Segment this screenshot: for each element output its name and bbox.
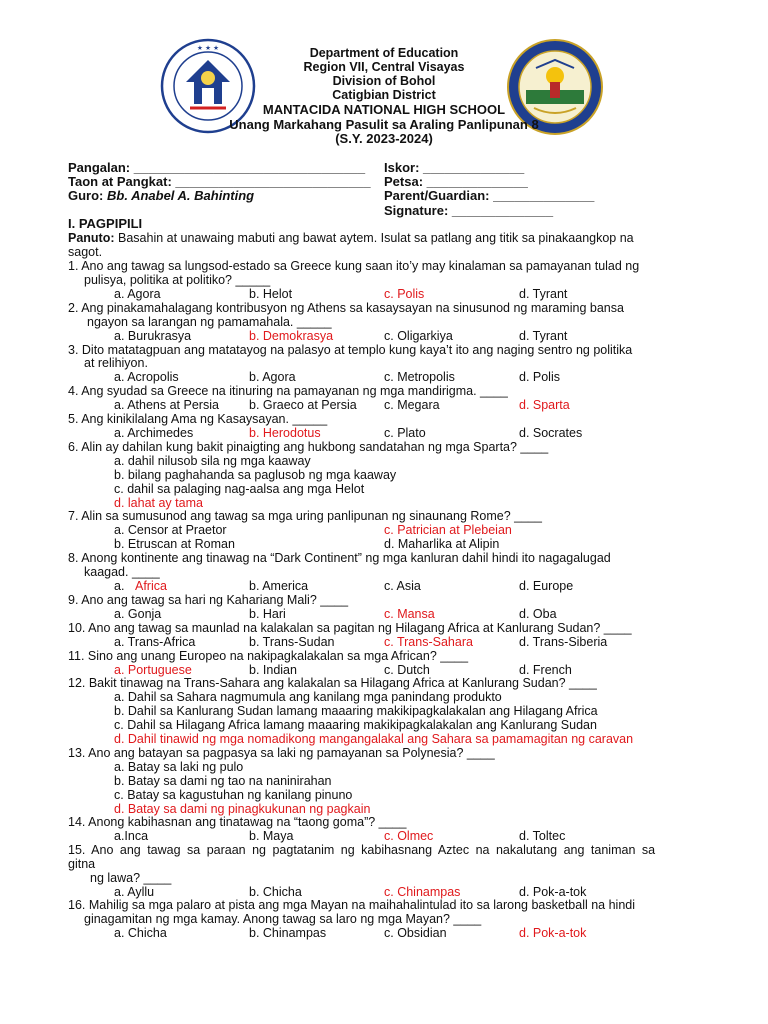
header-division: Division of Bohol	[332, 74, 436, 88]
question-16-cont: ginagamitan ng mga kamay. Anong tawag sa laro ng mga Mayan? ____	[84, 912, 482, 926]
q16-option-a: a. Chicha	[114, 926, 167, 940]
q2-option-a: a. Burukrasya	[114, 329, 192, 343]
q3-option-b: b. Agora	[249, 370, 296, 384]
panuto-text: Basahin at unawaing mabuti ang bawat aytem. Isulat sa patlang ang titik sa pinakaangkop na	[114, 231, 634, 245]
q9-option-c: c. Mansa	[384, 607, 435, 621]
q2-option-b: b. Demokrasya	[249, 329, 334, 343]
q1-option-d: d. Tyrant	[519, 287, 568, 301]
guro-field	[68, 188, 254, 203]
question-16: 16. Mahilig sa mga palaro at pista ang mga Mayan na maihahalintulad ito sa larong basketball na hindi	[68, 898, 636, 912]
q11-option-c: c. Dutch	[384, 663, 430, 677]
q12-option-a: a. Dahil sa Sahara nagmumula ang kanilang mga panindang produkto	[114, 690, 502, 704]
pangalan-field: Pangalan: ________________________________	[68, 160, 366, 175]
q4-option-a: a. Athens at Persia	[114, 398, 219, 412]
q16-option-c: c. Obsidian	[384, 926, 447, 940]
question-14: 14. Anong kabihasnan ang tinatawag na “taong goma”? ____	[68, 815, 407, 829]
question-7: 7. Alin sa sumusunod ang tawag sa mga uring panlipunan ng sinaunang Rome? ____	[68, 509, 542, 523]
question-13: 13. Ano ang batayan sa pagpasya sa laki ng pamayanan sa Polynesia? ____	[68, 746, 495, 760]
question-15: 15. Ano ang tawag sa paraan ng pagtatanim ng kabihasnang Aztec na nakalutang ang taniman sa	[68, 843, 656, 857]
q11-option-d: d. French	[519, 663, 572, 677]
question-1-cont: pulisya, politika at politiko? _____	[84, 273, 271, 287]
question-2-cont: ngayon sa larangan ng pamamahala. _____	[87, 315, 332, 329]
q16-option-b: b. Chinampas	[249, 926, 327, 940]
question-8-cont: kaagad. ____	[84, 565, 160, 579]
q8-option-d: d. Europe	[519, 579, 574, 593]
question-10: 10. Ano ang tawag sa maunlad na kalakalan sa pagitan ng Hilagang Africa at Kanlurang Sudan? ____	[68, 621, 632, 635]
q16-option-d: d. Pok-a-tok	[519, 926, 587, 940]
q14-option-a: a.Inca	[114, 829, 149, 843]
q9-option-d: d. Oba	[519, 607, 557, 621]
q8-option-a: Africa	[135, 579, 167, 593]
question-3-cont: at relihiyon.	[84, 356, 148, 370]
q7-option-d: d. Maharlika at Alipin	[384, 537, 500, 551]
q11-option-b: b. Indian	[249, 663, 297, 677]
exam-title: Unang Markahang Pasulit sa Araling Panlipunan 8	[229, 117, 539, 132]
header-district: Catigbian District	[332, 88, 436, 102]
q12-option-b: b. Dahil sa Kanlurang Sudan lamang maaaring makikipagkalakalan ang Hilagang Africa	[114, 704, 598, 718]
question-11: 11. Sino ang unang Europeo na nakipagkalakalan sa mga African? ____	[68, 649, 469, 663]
q2-option-d: d. Tyrant	[519, 329, 568, 343]
q7-option-c: c. Patrician at Plebeian	[384, 523, 512, 537]
petsa-field: Petsa: ______________	[384, 174, 528, 189]
q6-option-d: d. lahat ay tama	[114, 496, 203, 510]
taon-pangkat-field: Taon at Pangkat: ___________________________	[68, 174, 371, 189]
q6-option-c: c. dahil sa palaging nag-aalsa ang mga Helot	[114, 482, 365, 496]
q10-option-d: d. Trans-Siberia	[519, 635, 608, 649]
q8-option-c: c. Asia	[384, 579, 421, 593]
q4-option-b: b. Graeco at Persia	[249, 398, 357, 412]
question-4: 4. Ang syudad sa Greece na itinuring na pamayanan ng mga mandirigma. ____	[68, 384, 508, 398]
q6-option-b: b. bilang paghahanda sa paglusob ng mga kaaway	[114, 468, 397, 482]
panuto-label: Panuto:	[68, 231, 115, 245]
question-3: 3. Dito matatagpuan ang matatayog na palasyo at templo kung kaya’t ito ang naging sentro ng politika	[68, 343, 633, 357]
q13-option-b: b. Batay sa dami ng tao na naninirahan	[114, 774, 332, 788]
q8-option-a-letter: a.	[114, 579, 125, 593]
q2-option-c: c. Oligarkiya	[384, 329, 453, 343]
question-15-cont-2: ng lawa? ____	[90, 871, 172, 885]
q7-option-a: a. Censor at Praetor	[114, 523, 227, 537]
q3-option-d: d. Polis	[519, 370, 560, 384]
parent-field: Parent/Guardian: ______________	[384, 188, 595, 203]
question-12: 12. Bakit tinawag na Trans-Sahara ang kalakalan sa Hilagang Africa at Kanlurang Sudan? ____	[68, 676, 597, 690]
header-school: MANTACIDA NATIONAL HIGH SCHOOL	[262, 102, 506, 117]
guro-label: Guro:	[68, 188, 107, 203]
q13-option-a: a. Batay sa laki ng pulo	[114, 760, 244, 774]
q6-option-a: a. dahil nilusob sila ng mga kaaway	[114, 454, 311, 468]
q12-option-d: d. Dahil tinawid ng mga nomadikong mangangalakal ang Sahara sa pamamagitan ng caravan	[114, 732, 634, 746]
svg-text:★ ★ ★: ★ ★ ★	[196, 44, 220, 52]
q14-option-c: c. Olmec	[384, 829, 434, 843]
section-title: I. PAGPIPILI	[68, 216, 143, 231]
q13-option-c: c. Batay sa kagustuhan ng kanilang pinuno	[114, 788, 353, 802]
q4-option-d: d. Sparta	[519, 398, 570, 412]
header-department: Department of Education	[309, 46, 459, 60]
question-1: 1. Ano ang tawag sa lungsod-estado sa Greece kung saan ito’y may kinalaman sa pamayanan tulad ng	[68, 259, 640, 273]
q8-option-b: b. America	[249, 579, 309, 593]
signature-field: Signature: ______________	[384, 203, 554, 218]
panuto-line	[68, 231, 634, 245]
question-9: 9. Ano ang tawag sa hari ng Kahariang Mali? ____	[68, 593, 349, 607]
q13-option-d: d. Batay sa dami ng pinagkukunan ng pagkain	[114, 802, 371, 816]
question-6: 6. Alin ay dahilan kung bakit pinaigting ang hukbong sandatahan ng mga Sparta? ____	[68, 440, 549, 454]
q15-option-c: c. Chinampas	[384, 885, 461, 899]
q1-option-c: c. Polis	[384, 287, 425, 301]
q9-option-a: a. Gonja	[114, 607, 162, 621]
q3-option-a: a. Acropolis	[114, 370, 179, 384]
q7-option-b: b. Etruscan at Roman	[114, 537, 235, 551]
iskor-field: Iskor: ______________	[384, 160, 525, 175]
q4-option-c: c. Megara	[384, 398, 440, 412]
q1-option-a: a. Agora	[114, 287, 161, 301]
q14-option-b: b. Maya	[249, 829, 294, 843]
q10-option-a: a. Trans-Africa	[114, 635, 196, 649]
question-5: 5. Ang kinikilalang Ama ng Kasaysayan. _____	[68, 412, 328, 426]
guro-value: Bb. Anabel A. Bahinting	[107, 188, 255, 203]
q10-option-c: c. Trans-Sahara	[384, 635, 473, 649]
q15-option-d: d. Pok-a-tok	[519, 885, 587, 899]
q1-option-b: b. Helot	[249, 287, 293, 301]
q9-option-b: b. Hari	[249, 607, 286, 621]
panuto-line-2: sagot.	[68, 245, 103, 259]
q15-option-a: a. Ayllu	[114, 885, 155, 899]
q11-option-a: a. Portuguese	[114, 663, 192, 677]
q5-option-d: d. Socrates	[519, 426, 583, 440]
q5-option-c: c. Plato	[384, 426, 426, 440]
header-region: Region VII, Central Visayas	[303, 60, 465, 74]
q12-option-c: c. Dahil sa Hilagang Africa lamang maaaring makikipagkalakalan ang Kanlurang Sudan	[114, 718, 597, 732]
question-2: 2. Ang pinakamahalagang kontribusyon ng Athens sa kasaysayan na sinusunod ng maraming bansa	[68, 301, 624, 315]
question-8: 8. Anong kontinente ang tinawag na “Dark Continent” ng mga kanluran dahil hindi ito nagagalugad	[68, 551, 611, 565]
q5-option-b: b. Herodotus	[249, 426, 321, 440]
q5-option-a: a. Archimedes	[114, 426, 194, 440]
q14-option-d: d. Toltec	[519, 829, 566, 843]
school-year: (S.Y. 2023-2024)	[335, 131, 433, 146]
q15-option-b: b. Chicha	[249, 885, 302, 899]
q3-option-c: c. Metropolis	[384, 370, 455, 384]
question-15-cont: gitna	[68, 857, 96, 871]
q10-option-b: b. Trans-Sudan	[249, 635, 335, 649]
